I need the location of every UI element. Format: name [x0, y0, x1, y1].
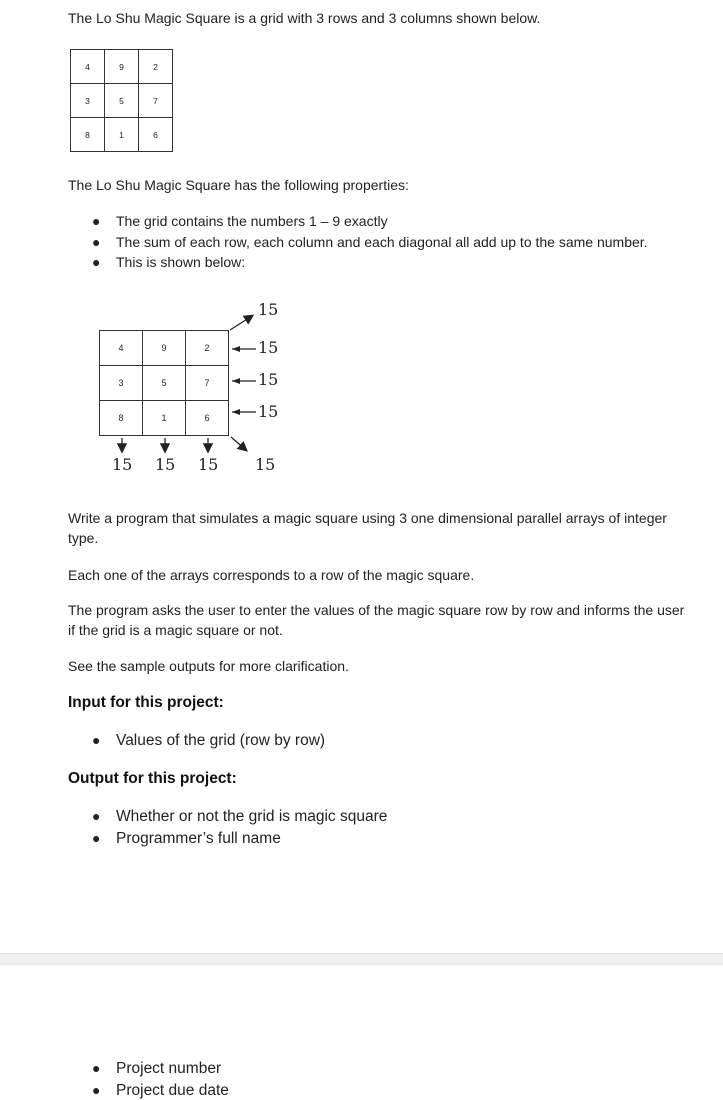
row-arrowhead [232, 409, 240, 415]
grid-cell: 7 [139, 84, 173, 118]
bullet-icon: ● [92, 732, 101, 748]
row-sum: 15 [258, 402, 279, 421]
grid-cell: 8 [100, 401, 143, 436]
grid-cell: 6 [139, 118, 173, 152]
bullet-icon: ● [92, 234, 101, 250]
grid-cell: 5 [105, 84, 139, 118]
diagonal-sum-top: 15 [258, 300, 279, 319]
grid-cell: 6 [186, 401, 229, 436]
row-arrowhead [232, 378, 240, 384]
grid-cell: 3 [100, 366, 143, 401]
column-sum: 15 [155, 455, 176, 474]
grid-cell: 9 [105, 50, 139, 84]
column-sum: 15 [112, 455, 133, 474]
grid-cell: 2 [139, 50, 173, 84]
row-arrowhead [232, 346, 240, 352]
grid-cell: 8 [71, 118, 105, 152]
column-sum: 15 [198, 455, 219, 474]
grid-cell: 1 [105, 118, 139, 152]
paragraph: See the sample outputs for more clarification. [68, 658, 349, 674]
page-break [0, 953, 723, 965]
diagonal-sum-bottom: 15 [255, 455, 276, 474]
grid-cell: 9 [143, 331, 186, 366]
properties-intro: The Lo Shu Magic Square has the following properties: [68, 177, 409, 193]
row-sum: 15 [258, 370, 279, 389]
grid-cell: 4 [100, 331, 143, 366]
grid-cell: 3 [71, 84, 105, 118]
grid-cell: 7 [186, 366, 229, 401]
diagonal-arrow-bottom [231, 437, 246, 450]
grid-cell: 4 [71, 50, 105, 84]
bullet-icon: ● [92, 1060, 101, 1076]
bullet-icon: ● [92, 808, 101, 824]
bullet-icon: ● [92, 254, 101, 270]
row-sum: 15 [258, 338, 279, 357]
output-heading: Output for this project: [68, 770, 237, 787]
grid-cell: 1 [143, 401, 186, 436]
grid-cell: 5 [143, 366, 186, 401]
intro-text: The Lo Shu Magic Square is a grid with 3 rows and 3 columns shown below. [68, 10, 541, 26]
input-heading: Input for this project: [68, 694, 224, 711]
paragraph: Write a program that simulates a magic square using 3 one dimensional parallel arrays of integer type. [68, 510, 667, 546]
bullet-icon: ● [92, 213, 101, 229]
bullet-icon: ● [92, 1082, 101, 1098]
bullet-icon: ● [92, 830, 101, 846]
paragraph: The program asks the user to enter the values of the magic square row by row and informs the user if the grid is a magic square or not. [68, 602, 685, 638]
paragraph: Each one of the arrays corresponds to a row of the magic square. [68, 567, 475, 583]
diagonal-arrow-top [230, 316, 252, 330]
grid-cell: 2 [186, 331, 229, 366]
